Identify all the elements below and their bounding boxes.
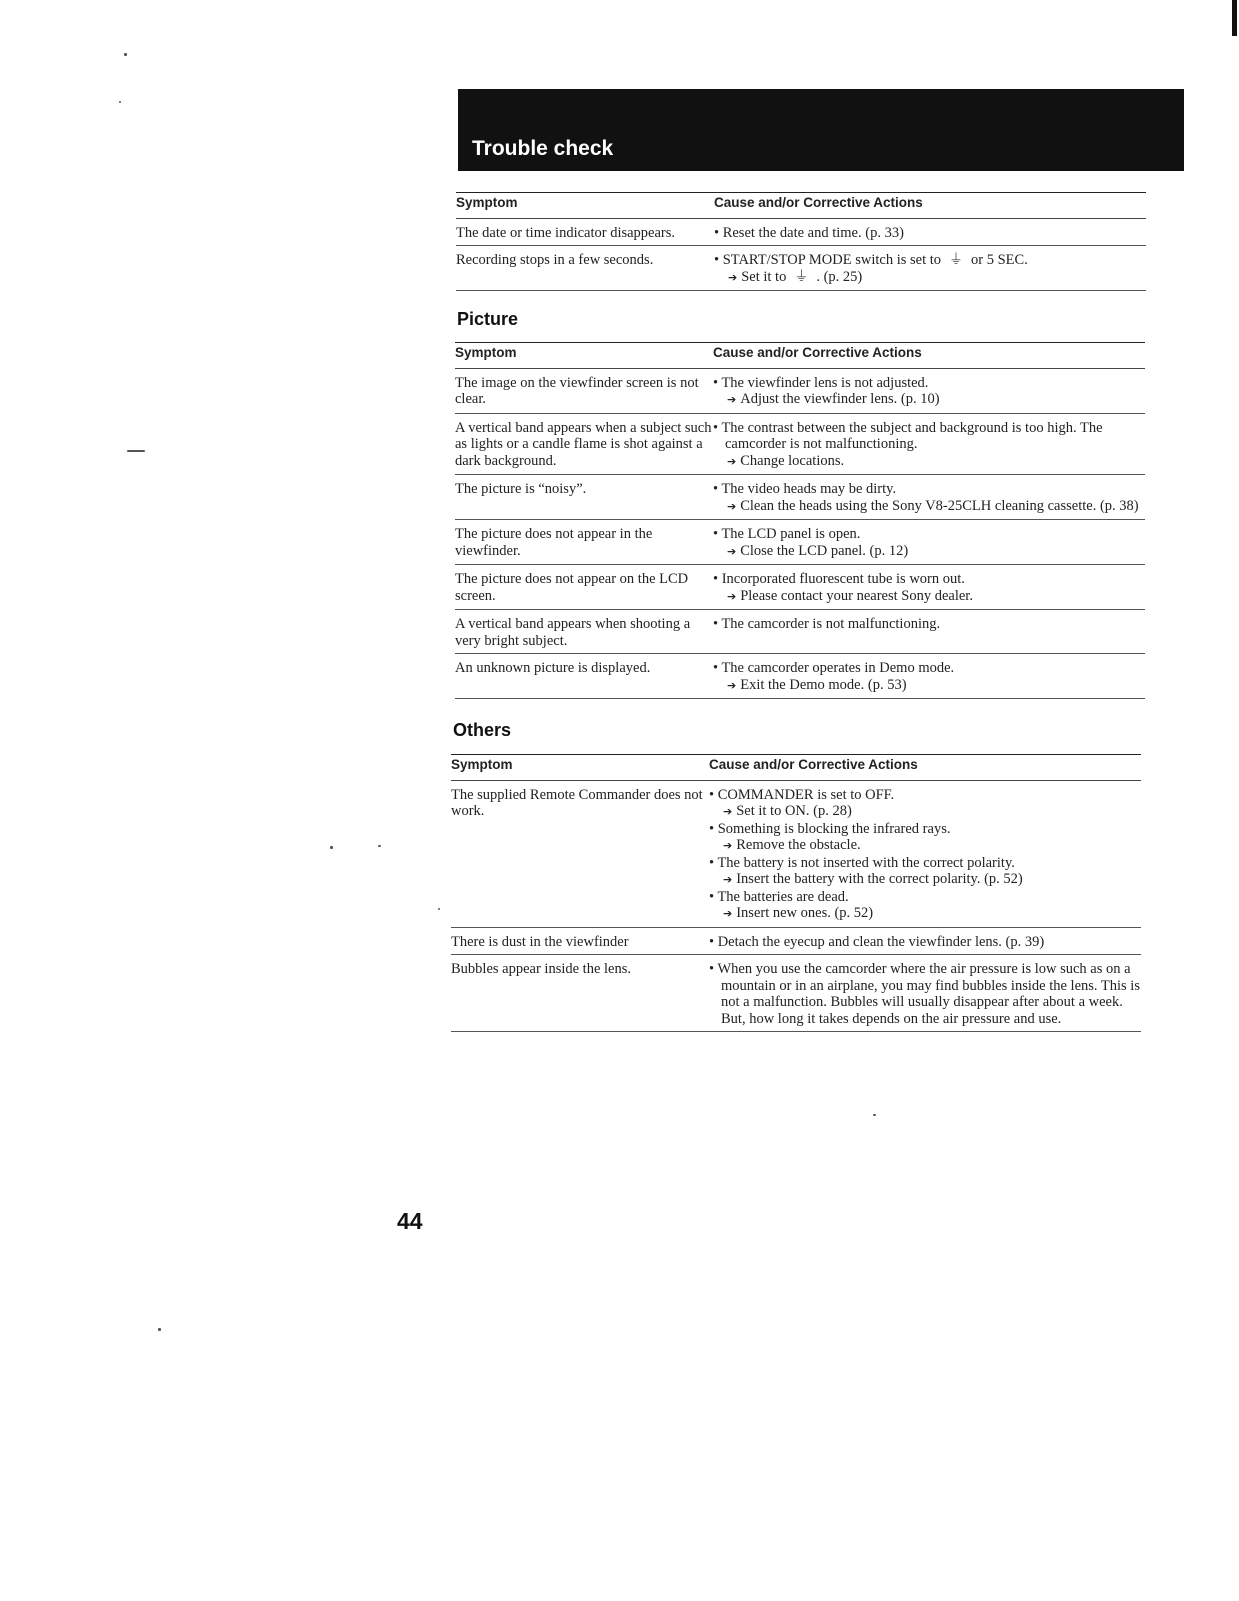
column-header-cause: Cause and/or Corrective Actions [714, 193, 1146, 219]
corrective-action [709, 803, 1141, 821]
corrective-action [713, 391, 1145, 409]
cause-text: The camcorder operates in Demo mode. [721, 660, 955, 676]
cause-cell [709, 927, 1141, 955]
table-row [455, 654, 1145, 699]
scan-speck [438, 908, 440, 910]
trouble-table-others [451, 754, 1141, 1032]
right-arrow-icon: ➔ [727, 499, 737, 513]
scan-speck [119, 101, 121, 103]
cause-text: Detach the eyecup and clean the viewfinder lens. (p. 39) [717, 933, 1045, 950]
action-text: Insert the battery with the correct polarity. (p. 52) [736, 871, 1023, 887]
action-text: Change locations. [740, 452, 845, 469]
table-header-row [456, 193, 1146, 219]
scan-speck [330, 846, 333, 849]
corrective-action [709, 871, 1141, 889]
corrective-action [713, 588, 1145, 606]
cause-cell [709, 955, 1141, 1032]
corrective-action [709, 905, 1141, 923]
scan-speck [378, 845, 381, 847]
cause-item: • The video heads may be dirty. [713, 481, 897, 497]
scan-speck [873, 1114, 876, 1116]
column-header-symptom: Symptom [456, 193, 714, 219]
corrective-action [713, 543, 1145, 561]
cause-item: • Something is blocking the infrared rays. [709, 820, 951, 837]
table-header-row [455, 343, 1145, 369]
right-arrow-icon: ➔ [723, 839, 733, 852]
symptom-cell: The picture does not appear in the viewfinder. [455, 520, 713, 565]
column-header-symptom: Symptom [455, 343, 713, 369]
symptom-cell: The picture does not appear on the LCD screen. [455, 565, 713, 610]
cause-text: The camcorder is not malfunctioning. [721, 616, 941, 632]
table-row [455, 413, 1145, 475]
symptom-cell: The date or time indicator disappears. [456, 218, 714, 246]
right-arrow-icon: ➔ [723, 873, 733, 886]
symptom-cell: A vertical band appears when a subject such as lights or a candle flame is shot against a dark background. [455, 413, 713, 475]
table-row [456, 246, 1146, 291]
trouble-table-general [456, 192, 1146, 291]
symptom-cell: A vertical band appears when shooting a very bright subject. [455, 610, 713, 654]
corrective-action [713, 498, 1145, 516]
symptom-cell: Recording stops in a few seconds. [456, 246, 714, 291]
action-text: . (p. 25) [816, 268, 863, 285]
table-row [455, 475, 1145, 520]
cause-item: • The battery is not inserted with the correct polarity. [709, 854, 1015, 871]
column-header-symptom: Symptom [451, 755, 709, 781]
symptom-cell: There is dust in the viewfinder [451, 927, 709, 955]
scan-speck [158, 1328, 161, 1331]
cause-cell [713, 565, 1145, 610]
action-text: Exit the Demo mode. (p. 53) [740, 676, 907, 693]
table-row [455, 520, 1145, 565]
cause-text: The video heads may be dirty. [721, 481, 897, 497]
trouble-table-picture [455, 342, 1145, 699]
page-edge-mark [1232, 0, 1237, 36]
cause-cell [709, 780, 1141, 927]
symptom-cell: Bubbles appear inside the lens. [451, 955, 709, 1032]
cause-text: The battery is not inserted with the correct polarity. [717, 854, 1015, 871]
table-row [456, 218, 1146, 246]
cause-text: The batteries are dead. [717, 888, 849, 905]
cause-cell [713, 475, 1145, 520]
symptom-cell: The picture is “noisy”. [455, 475, 713, 520]
right-arrow-icon: ➔ [728, 270, 738, 284]
page-title: Trouble check [472, 137, 614, 160]
start-stop-mode-icon: ⏚ [794, 268, 809, 285]
cause-item: • The LCD panel is open. [713, 526, 861, 542]
action-text: Close the LCD panel. (p. 12) [740, 542, 909, 559]
cause-text: The contrast between the subject and background is too high. The camcorder is not malfunctioning. [721, 419, 1103, 452]
table-row [451, 927, 1141, 955]
scan-speck [124, 53, 127, 56]
cause-item: • COMMANDER is set to OFF. [709, 786, 895, 803]
action-text: Please contact your nearest Sony dealer. [740, 587, 973, 604]
corrective-action [709, 837, 1141, 855]
cause-text: Something is blocking the infrared rays. [717, 820, 951, 837]
table-row [451, 780, 1141, 927]
cause-text: COMMANDER is set to OFF. [717, 786, 895, 803]
right-arrow-icon: ➔ [727, 393, 737, 406]
right-arrow-icon: ➔ [723, 907, 733, 920]
cause-item: • Reset the date and time. (p. 33) [714, 224, 904, 241]
cause-text: START/STOP MODE switch is set to [722, 252, 942, 268]
section-heading-others: Others [453, 720, 512, 740]
cause-cell [714, 218, 1146, 246]
symptom-cell: An unknown picture is displayed. [455, 654, 713, 699]
start-stop-mode-icon: ⏚ [949, 252, 964, 268]
cause-item: • Detach the eyecup and clean the viewfinder lens. (p. 39) [709, 933, 1045, 950]
symptom-cell: The supplied Remote Commander does not work. [451, 780, 709, 927]
cause-item: • START/STOP MODE switch is set to ⏚ or 5 SEC. [714, 252, 1028, 268]
cause-text: When you use the camcorder where the air pressure is low such as on a mountain or in an airplane, you may find bubbles inside the lens. This is not a malfunction. Bubbles will usually disappear after about a week. But, how long it takes depends on the air pressure and use. [717, 961, 1140, 1027]
right-arrow-icon: ➔ [727, 544, 737, 558]
cause-cell [714, 246, 1146, 291]
cause-item: • The contrast between the subject and background is too high. The camcorder is not malfunctioning. [713, 419, 1103, 452]
header-bar [458, 89, 1184, 171]
action-text: Adjust the viewfinder lens. (p. 10) [740, 391, 940, 407]
cause-item: • The camcorder operates in Demo mode. [713, 660, 955, 676]
cause-item: • The camcorder is not malfunctioning. [713, 616, 941, 632]
cause-text: Incorporated fluorescent tube is worn out. [721, 571, 965, 587]
column-header-cause: Cause and/or Corrective Actions [709, 755, 1141, 781]
cause-item: • The batteries are dead. [709, 888, 849, 905]
scan-speck [127, 450, 145, 452]
cause-cell [713, 368, 1145, 413]
section-heading-picture: Picture [457, 309, 519, 329]
cause-item: • Incorporated fluorescent tube is worn out. [713, 571, 965, 587]
action-text: Clean the heads using the Sony V8-25CLH cleaning cassette. (p. 38) [740, 497, 1139, 514]
page-number: 44 [397, 1208, 423, 1234]
table-row [451, 955, 1141, 1032]
right-arrow-icon: ➔ [727, 589, 737, 603]
table-row [455, 368, 1145, 413]
table-row [455, 565, 1145, 610]
table-header-row [451, 755, 1141, 781]
action-text: Set it to [741, 268, 787, 285]
cause-text: or 5 SEC. [971, 252, 1028, 268]
cause-cell [713, 520, 1145, 565]
cause-text: The LCD panel is open. [721, 526, 861, 542]
corrective-action [713, 677, 1145, 695]
action-text: Set it to ON. (p. 28) [736, 803, 852, 819]
cause-text: The viewfinder lens is not adjusted. [721, 374, 929, 391]
action-text: Remove the obstacle. [736, 837, 861, 853]
column-header-cause: Cause and/or Corrective Actions [713, 343, 1145, 369]
symptom-cell: The image on the viewfinder screen is not clear. [455, 368, 713, 413]
right-arrow-icon: ➔ [727, 454, 737, 468]
cause-item: • The viewfinder lens is not adjusted. [713, 374, 929, 391]
right-arrow-icon: ➔ [727, 678, 737, 692]
cause-cell [713, 413, 1145, 475]
table-row [455, 610, 1145, 654]
right-arrow-icon: ➔ [723, 805, 733, 818]
corrective-action [713, 453, 1145, 471]
cause-cell [713, 610, 1145, 654]
cause-text: Reset the date and time. (p. 33) [722, 224, 904, 241]
cause-cell [713, 654, 1145, 699]
action-text: Insert new ones. (p. 52) [736, 905, 874, 921]
corrective-action [714, 269, 1146, 287]
cause-item: • When you use the camcorder where the air pressure is low such as on a mountain or in an airplane, you may find bubbles inside the lens. This is not a malfunction. Bubbles will usually disappear after about a week. But, how long it takes depends on the air pressure and use. [709, 961, 1140, 1027]
